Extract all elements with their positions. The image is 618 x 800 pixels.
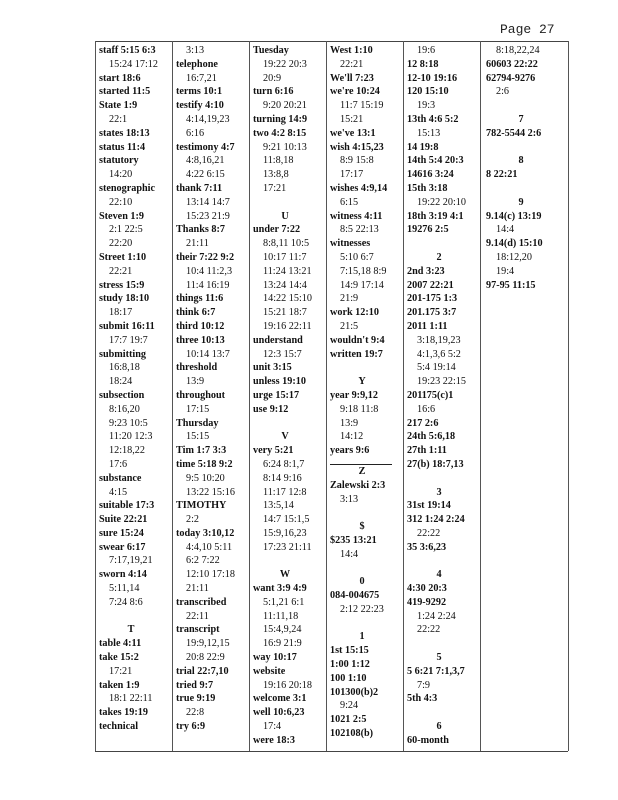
index-page-refs: 14:7 15:1,5 [263, 514, 310, 526]
index-page-refs: 2:2 [186, 514, 200, 526]
index-entry: their 7:22 9:2 [176, 251, 235, 263]
index-entry: 1:00 1:12 [330, 659, 370, 671]
letter-heading: U [281, 210, 289, 222]
index-page-refs: 15:9,16,23 [263, 527, 307, 539]
index-page-refs: 15:13 [417, 127, 441, 139]
index-page-refs: 8:16,20 [109, 403, 140, 415]
index-entry: 14616 3:24 [407, 169, 454, 181]
index-page-refs: 20:8 22:9 [186, 652, 225, 664]
index-page-refs: 22:22 [417, 624, 441, 636]
index-entry: State 1:9 [99, 100, 138, 112]
index-entry: 102108(b) [330, 728, 374, 740]
index-entry: take 15:2 [99, 652, 139, 664]
page-frame-top-rule [95, 41, 568, 42]
index-entry: 419-9292 [407, 596, 447, 608]
letter-heading: $ [359, 521, 365, 533]
index-entry: telephone [176, 58, 218, 70]
index-entry: staff 5:15 6:3 [99, 45, 156, 56]
index-entry: 201.175 3:7 [407, 307, 457, 319]
index-page-refs: 4:8,16,21 [186, 155, 225, 167]
index-entry: Suite 22:21 [99, 514, 148, 526]
index-page-refs: 14:9 17:14 [340, 279, 384, 291]
index-entry: 27th 1:11 [407, 445, 447, 457]
index-entry: wish 4:15,23 [330, 141, 384, 153]
index-entry: 9.14(d) 15:10 [486, 238, 543, 250]
index-entry: 5 6:21 7:1,3,7 [407, 665, 465, 677]
index-page-refs: 6:15 [340, 196, 359, 208]
index-column-2 [176, 44, 250, 734]
index-page-refs: 17:21 [109, 665, 133, 677]
index-page-refs: 18:17 [109, 307, 133, 319]
index-page-refs: 16:8,18 [109, 362, 140, 374]
index-page-refs: 9:20 20:21 [263, 100, 307, 112]
spacer [486, 99, 566, 113]
index-page-refs: 11:20 12:3 [109, 431, 153, 443]
letter-heading: Y [358, 376, 366, 388]
index-entry: Tim 1:7 3:3 [176, 445, 227, 457]
index-page-refs: 3:18,19,23 [417, 334, 461, 346]
index-entry: things 11:6 [176, 293, 224, 305]
index-entry: 2007 22:21 [407, 279, 454, 291]
index-page-refs: 22:21 [109, 265, 133, 277]
index-page-refs: 1:24 2:24 [417, 610, 456, 622]
index-entry: way 10:17 [253, 652, 297, 664]
index-entry: turn 6:16 [253, 86, 294, 98]
index-entry: 12-10 19:16 [407, 72, 458, 84]
index-page-refs: 14:22 15:10 [263, 293, 312, 305]
index-page-refs: 21:11 [186, 583, 209, 595]
column-divider [568, 41, 569, 751]
index-entry: throughout [176, 389, 226, 401]
index-page-refs: 22:20 [109, 238, 133, 250]
index-page-refs: 11:4 16:19 [186, 279, 230, 291]
index-page-refs: 4:1,3,6 5:2 [417, 348, 461, 360]
index-entry: think 6:7 [176, 307, 216, 319]
index-entry: table 4:11 [99, 638, 142, 650]
letter-heading: V [281, 431, 289, 443]
index-page-refs: 11:8,18 [263, 155, 294, 167]
index-entry: Steven 1:9 [99, 210, 144, 222]
index-entry: 60603 22:22 [486, 58, 538, 70]
index-page-refs: 3:13 [186, 45, 205, 56]
index-entry: wouldn't 9:4 [330, 334, 385, 346]
page-number-label: Page 27 [500, 22, 555, 37]
letter-heading: 4 [436, 569, 442, 581]
index-entry: 101300(b)2 [330, 686, 379, 698]
index-entry: were 18:3 [253, 734, 295, 746]
index-page-refs: 3:13 [340, 493, 359, 505]
index-page-refs: 5:1,21 6:1 [263, 596, 305, 608]
index-page-refs: 11:24 13:21 [263, 265, 312, 277]
index-page-refs: 18:24 [109, 376, 133, 388]
index-page-refs: 4:4,10 5:11 [186, 541, 233, 553]
index-page-refs: 4:14,19,23 [186, 113, 230, 125]
letter-heading: 9 [518, 196, 524, 208]
spacer [253, 417, 327, 431]
index-entry: testimony 4:7 [176, 141, 235, 153]
index-page-refs: 11:7 15:19 [340, 100, 384, 112]
index-entry: We'll 7:23 [330, 72, 374, 84]
index-page-refs: 22:8 [186, 707, 205, 719]
index-page-refs: 19:22 20:10 [417, 196, 466, 208]
index-entry: testify 4:10 [176, 100, 224, 112]
index-column-3 [253, 44, 327, 748]
index-entry: understand [253, 334, 303, 346]
index-entry: 217 2:6 [407, 417, 439, 429]
index-entry: we're 10:24 [330, 86, 380, 98]
letter-heading: 1 [359, 631, 365, 643]
index-page-refs: 22:1 [109, 113, 128, 125]
index-page-refs: 13:5,14 [263, 500, 294, 512]
index-entry: threshold [176, 362, 218, 374]
index-page-refs: 19:16 22:11 [263, 320, 312, 332]
spacer [486, 182, 566, 196]
index-page-refs: 14:4 [340, 548, 359, 560]
index-page-refs: 22:11 [186, 610, 209, 622]
index-page-refs: 17:6 [109, 458, 128, 470]
index-page-refs: 22:21 [340, 58, 364, 70]
spacer [407, 637, 481, 651]
index-entry: taken 1:9 [99, 679, 140, 691]
index-page-refs: 21:9 [340, 293, 359, 305]
index-entry: study 18:10 [99, 293, 150, 305]
index-entry: third 10:12 [176, 320, 225, 332]
index-entry: 15th 3:18 [407, 182, 448, 194]
letter-heading: Z [358, 465, 366, 477]
index-page-refs: 5:11,14 [109, 583, 140, 595]
index-entry: sworn 4:14 [99, 569, 147, 581]
index-entry: 62794-9276 [486, 72, 536, 84]
index-entry: TIMOTHY [176, 500, 227, 512]
index-entry: start 18:6 [99, 72, 141, 84]
index-page-refs: 15:21 18:7 [263, 307, 307, 319]
index-entry: $235 13:21 [330, 534, 377, 546]
index-entry: statutory [99, 155, 139, 167]
index-entry: time 5:18 9:2 [176, 458, 233, 470]
index-entry: technical [99, 721, 139, 733]
index-page-refs: 15:24 17:12 [109, 58, 158, 70]
spacer [486, 141, 566, 155]
index-page-refs: 7:17,19,21 [109, 555, 153, 567]
index-page-refs: 9:18 11:8 [340, 403, 379, 415]
index-page-refs: 9:5 10:20 [186, 472, 225, 484]
index-page-refs: 21:5 [340, 320, 359, 332]
index-page-refs: 20:9 [263, 72, 282, 84]
letter-heading: 2 [436, 251, 442, 263]
letter-heading: 0 [359, 576, 365, 588]
index-page-refs: 13:24 14:4 [263, 279, 307, 291]
index-page-refs: 21:11 [186, 238, 209, 250]
index-page-refs: 19:3 [417, 100, 436, 112]
index-page-refs: 17:23 21:11 [263, 541, 312, 553]
index-page-refs: 8:5 22:13 [340, 224, 379, 236]
index-entry: 24th 5:6,18 [407, 431, 456, 443]
index-entry: 35 3:6,23 [407, 541, 447, 553]
index-entry: unit 3:15 [253, 362, 292, 374]
index-page-refs: 5:4 19:14 [417, 362, 456, 374]
index-page-refs: 9:24 [340, 700, 359, 712]
index-entry: stenographic [99, 182, 156, 194]
spacer [407, 237, 481, 251]
index-entry: 12 8:18 [407, 58, 439, 70]
index-page-refs: 17:4 [263, 721, 282, 733]
index-entry: status 11:4 [99, 141, 146, 153]
index-page-refs: 8:9 15:8 [340, 155, 374, 167]
index-page-refs: 11:17 12:8 [263, 486, 307, 498]
spacer [253, 196, 327, 210]
index-entry: thank 7:11 [176, 182, 223, 194]
index-entry: today 3:10,12 [176, 527, 235, 539]
index-entry: 4:30 20:3 [407, 583, 447, 595]
index-page-refs: 2:6 [496, 86, 510, 98]
index-page-refs: 13:14 14:7 [186, 196, 230, 208]
index-entry: 60-month [407, 734, 449, 746]
index-page-refs: 12:3 15:7 [263, 348, 302, 360]
index-page-refs: 9:23 10:5 [109, 417, 148, 429]
index-entry: true 9:19 [176, 693, 216, 705]
index-page-refs: 17:21 [263, 182, 287, 194]
index-page-refs: 8:8,11 10:5 [263, 238, 310, 250]
index-entry: 19276 2:5 [407, 224, 449, 236]
index-entry: try 6:9 [176, 721, 206, 733]
index-entry: submit 16:11 [99, 320, 155, 332]
index-page-refs: 16:7,21 [186, 72, 217, 84]
index-entry: very 5:21 [253, 445, 294, 457]
letter-heading: T [127, 624, 135, 636]
index-entry: 31st 19:14 [407, 500, 451, 512]
index-entry: takes 19:19 [99, 707, 148, 719]
index-entry: Zalewski 2:3 [330, 479, 386, 491]
index-page-refs: 8:14 9:16 [263, 472, 302, 484]
index-entry: trial 22:7,10 [176, 665, 229, 677]
index-page-refs: 18:1 22:11 [109, 693, 153, 705]
index-page-refs: 15:21 [340, 113, 364, 125]
index-entry: terms 10:1 [176, 86, 223, 98]
index-entry: turning 14:9 [253, 113, 308, 125]
index-page-refs: 9:21 10:13 [263, 141, 307, 153]
index-entry: swear 6:17 [99, 541, 146, 553]
spacer [407, 706, 481, 720]
index-page-refs: 13:9 [340, 417, 359, 429]
index-page-refs: 12:10 17:18 [186, 569, 235, 581]
index-entry: witness 4:11 [330, 210, 383, 222]
index-page-refs: 16:9 21:9 [263, 638, 302, 650]
index-entry: 201-175 1:3 [407, 293, 458, 305]
index-page-refs: 7:24 8:6 [109, 596, 143, 608]
index-entry: started 11:5 [99, 86, 151, 98]
index-entry: substance [99, 472, 142, 484]
index-entry: want 3:9 4:9 [253, 583, 307, 595]
index-entry: 9.14(c) 13:19 [486, 210, 542, 222]
index-page-refs: 8:18,22,24 [496, 45, 540, 56]
index-page-refs: 18:12,20 [496, 251, 532, 263]
index-entry: suitable 17:3 [99, 500, 155, 512]
index-entry: sure 15:24 [99, 527, 144, 539]
index-entry: 782-5544 2:6 [486, 127, 542, 139]
index-entry: 2nd 3:23 [407, 265, 445, 277]
index-page-refs: 15:23 21:9 [186, 210, 230, 222]
index-entry: subsection [99, 389, 145, 401]
index-entry: we've 13:1 [330, 127, 376, 139]
index-entry: two 4:2 8:15 [253, 127, 307, 139]
index-entry: 27(b) 18:7,13 [407, 458, 464, 470]
index-entry: Tuesday [253, 45, 289, 56]
spacer [407, 472, 481, 486]
index-page-refs: 16:6 [417, 403, 436, 415]
index-page-refs: 5:10 6:7 [340, 251, 374, 263]
index-page-refs: 10:17 11:7 [263, 251, 307, 263]
index-entry: 5th 4:3 [407, 693, 438, 705]
index-page-refs: 10:4 11:2,3 [186, 265, 233, 277]
index-entry: 13th 4:6 5:2 [407, 113, 459, 125]
page-frame-bottom-rule [95, 751, 568, 752]
index-entry: West 1:10 [330, 45, 373, 56]
index-page-refs: 17:17 [340, 169, 364, 181]
spacer [330, 617, 404, 631]
index-entry: 084-004675 [330, 590, 380, 602]
index-page-refs: 6:2 7:22 [186, 555, 220, 567]
index-page-refs: 2:12 22:23 [340, 603, 384, 615]
letter-heading: 3 [436, 486, 442, 498]
index-entry: transcript [176, 624, 220, 636]
index-page-refs: 7:15,18 8:9 [340, 265, 387, 277]
index-entry: 100 1:10 [330, 672, 367, 684]
index-entry: under 7:22 [253, 224, 301, 236]
spacer [330, 361, 404, 375]
index-entry: submitting [99, 348, 146, 360]
index-entry: work 12:10 [330, 307, 379, 319]
index-entry: years 9:6 [330, 445, 370, 457]
index-entry: 2011 1:11 [407, 320, 448, 332]
letter-heading: 8 [518, 155, 524, 167]
index-entry: stress 15:9 [99, 279, 145, 291]
letter-heading: 5 [436, 652, 442, 664]
index-page-refs: 19:6 [417, 45, 436, 56]
letter-heading: 6 [436, 721, 442, 733]
index-entry: use 9:12 [253, 403, 289, 415]
index-page-refs: 10:14 13:7 [186, 348, 230, 360]
index-page-refs: 6:24 8:1,7 [263, 458, 305, 470]
index-entry: unless 19:10 [253, 376, 306, 388]
index-page-refs: 22:10 [109, 196, 133, 208]
index-entry: Street 1:10 [99, 251, 147, 263]
index-page-refs: 6:16 [186, 127, 205, 139]
index-page-refs: 19:16 20:18 [263, 679, 312, 691]
index-entry: tried 9:7 [176, 679, 214, 691]
index-page-refs: 11:11,18 [263, 610, 299, 622]
index-entry: year 9:9,12 [330, 389, 378, 401]
spacer [330, 561, 404, 575]
index-column-4 [330, 44, 404, 741]
letter-heading: W [279, 569, 291, 581]
index-entry: written 19:7 [330, 348, 383, 360]
index-page-refs: 2:1 22:5 [109, 224, 143, 236]
index-entry: 18th 3:19 4:1 [407, 210, 464, 222]
index-page-refs: 19:23 22:15 [417, 376, 466, 388]
index-column-5 [407, 44, 481, 748]
index-entry: 312 1:24 2:24 [407, 514, 465, 526]
index-page-refs: 13:8,8 [263, 169, 289, 181]
index-entry: 1st 15:15 [330, 645, 369, 657]
index-entry: well 10:6,23 [253, 707, 305, 719]
spacer [407, 554, 481, 568]
index-page-refs: 17:7 19:7 [109, 334, 148, 346]
index-entry: 120 15:10 [407, 86, 449, 98]
index-entry: 14th 5:4 20:3 [407, 155, 464, 167]
spacer [330, 506, 404, 520]
index-entry: states 18:13 [99, 127, 150, 139]
index-page-refs: 7:9 [417, 679, 431, 691]
index-entry: Thanks 8:7 [176, 224, 225, 236]
index-entry: urge 15:17 [253, 389, 300, 401]
index-entry: 8 22:21 [486, 169, 518, 181]
index-entry: 1021 2:5 [330, 714, 367, 726]
index-page-refs: 19:4 [496, 265, 515, 277]
index-page-refs: 15:4,9,24 [263, 624, 302, 636]
index-page-refs: 4:22 6:15 [186, 169, 225, 181]
index-entry: 201175(c)1 [407, 389, 454, 401]
letter-heading: 7 [518, 113, 524, 125]
index-page-refs: 14:4 [496, 224, 515, 236]
index-entry: wishes 4:9,14 [330, 182, 388, 194]
column-divider [95, 41, 96, 751]
index-entry: welcome 3:1 [253, 693, 307, 705]
index-page-refs: 19:9,12,15 [186, 638, 230, 650]
index-page-refs: 13:9 [186, 376, 205, 388]
spacer [253, 554, 327, 568]
index-entry: 97-95 11:15 [486, 279, 536, 291]
index-entry: 14 19:8 [407, 141, 439, 153]
index-page-refs: 15:15 [186, 431, 210, 443]
index-page-refs: 14:12 [340, 431, 364, 443]
index-entry: Thursday [176, 417, 219, 429]
index-page-refs: 17:15 [186, 403, 210, 415]
index-entry: three 10:13 [176, 334, 225, 346]
index-page-refs: 12:18,22 [109, 445, 145, 457]
index-entry: website [253, 665, 286, 677]
index-page-refs: 4:15 [109, 486, 128, 498]
index-page-refs: 19:22 20:3 [263, 58, 307, 70]
index-column-6 [486, 44, 566, 292]
spacer [99, 610, 173, 624]
index-entry: witnesses [330, 238, 371, 250]
index-page-refs: 14:20 [109, 169, 133, 181]
index-page-refs: 13:22 15:16 [186, 486, 235, 498]
index-column-1 [99, 44, 173, 734]
index-entry: transcribed [176, 596, 227, 608]
index-page-refs: 22:22 [417, 527, 441, 539]
